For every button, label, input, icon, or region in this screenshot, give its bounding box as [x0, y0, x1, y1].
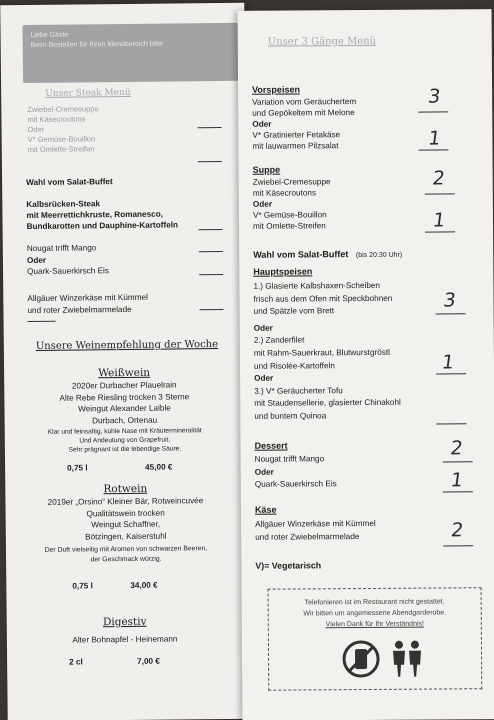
notice-box: [268, 587, 483, 690]
qty-dessert-1[interactable]: 2: [449, 437, 465, 460]
order-line[interactable]: [443, 491, 473, 492]
order-line[interactable]: [198, 127, 222, 128]
or-label: Oder: [254, 373, 274, 383]
cheese-line: und roter Zwiebelmarmelade: [255, 531, 360, 542]
order-line[interactable]: [436, 373, 466, 374]
qty-cheese[interactable]: 2: [449, 519, 465, 542]
digestif-section: [7, 613, 243, 647]
red-wine-desc-line: Der Duft vielseitig mit Aromen von schwarzen Beeren,: [44, 545, 208, 555]
notice-line: Wir bitten um angemessene Abendgarderobe.: [303, 609, 447, 618]
tab-line-1: Liebe Gäste: [30, 31, 69, 39]
red-wine-desc: [6, 544, 246, 567]
order-line[interactable]: [443, 545, 473, 546]
order-line[interactable]: [418, 111, 448, 112]
soup-list: [253, 176, 433, 232]
salad-buffet-row: [253, 244, 402, 263]
white-wine-price: 45,00 €: [145, 462, 173, 472]
or-label: Oder: [253, 323, 273, 333]
qty-main-1[interactable]: 3: [442, 289, 458, 312]
order-line[interactable]: [199, 251, 223, 252]
steak-menu-soup: [27, 103, 188, 155]
or-label: Oder: [252, 119, 272, 129]
white-wine-line: Durbach, Ortenau: [92, 415, 158, 426]
digestif-line: Alter Bohnapfel - Heinemann: [72, 634, 178, 645]
white-wine-line: Alte Rebe Riesling trocken 3 Sterne: [59, 391, 190, 403]
starter-line: mit lauwarmen Pilzsalat: [252, 141, 339, 151]
starter-line: V* Gratinierter Fetakäse: [252, 130, 341, 140]
dessert-line: Quark-Sauerkirsch Eis: [254, 479, 337, 489]
order-line[interactable]: [199, 309, 223, 310]
white-wine-section: [4, 365, 245, 456]
white-wine-line: 2020er Durbacher Plauelrain: [71, 380, 177, 391]
main-line: und buntem Quinoa: [254, 411, 327, 421]
dessert-heading: Dessert: [254, 440, 288, 451]
white-wine-line: Weingut Alexander Laible: [78, 403, 171, 414]
qty-dessert-2[interactable]: 1: [449, 469, 465, 492]
main-line: mit Meerrettichkruste, Romanesco,: [26, 209, 164, 221]
mains-list: [253, 279, 454, 423]
order-line[interactable]: [199, 274, 223, 275]
order-line[interactable]: [198, 161, 222, 162]
steak-cheese: [27, 291, 207, 316]
dessert-line: Nougat trifft Mango: [254, 454, 325, 464]
red-wine-line: Bötzingen, Kaiserstuhl: [85, 531, 167, 542]
main-line: und Spätzle vom Brett: [253, 306, 335, 316]
salad-buffet-label: Wahl vom Salat-Buffet: [253, 249, 349, 260]
cheese-list: [255, 517, 445, 543]
steak-dessert: [27, 241, 197, 278]
white-wine-desc-line: Und Andeutung von Grapefruit.: [79, 436, 171, 445]
no-phone-icon: [341, 639, 381, 684]
dessert-line: Nougat trifft Mango: [26, 243, 97, 254]
starters-heading: Vorspeisen: [252, 84, 300, 95]
steak-menu-title: Unser Steak Menü: [45, 87, 131, 99]
dessert-or: Oder: [26, 255, 47, 265]
dress-code-icon: [389, 639, 425, 684]
main-line: mit Staudensellerie, glasierter Chinakohl: [254, 398, 401, 409]
soup-heading: Suppe: [252, 164, 281, 175]
main-line: 2.) Zanderfilet: [253, 335, 305, 346]
main-line: frisch aus dem Ofen mit Speckbohnen: [253, 293, 393, 304]
salad-buffet-note: (bis 20:30 Uhr): [355, 251, 403, 260]
main-line: 3.) V* Geräucherter Tofu: [254, 385, 343, 396]
cheese-line: Allgäuer Winzerkäse mit Kümmel: [27, 292, 148, 304]
salad-buffet: Wahl vom Salat-Buffet: [26, 177, 113, 188]
soup-line: mit Käsecroutons: [252, 188, 317, 198]
order-line[interactable]: [436, 423, 466, 424]
qty-soup-2[interactable]: 1: [431, 209, 447, 232]
starter-line: Variation vom Geräuchertem: [252, 97, 357, 107]
red-wine-line: 2019er „Orsino“ Kleiner Bär, Rotweincuvée: [47, 496, 204, 507]
order-line[interactable]: [436, 313, 466, 314]
main-line: und Risolée-Kartoffeln: [253, 360, 335, 371]
order-line[interactable]: [443, 461, 473, 462]
white-wine-desc-line: Sehr prägnant ist die lebendige Säure.: [68, 445, 182, 454]
main-line: mit Rahm-Sauerkraut, Blutwurstgröstl: [253, 347, 390, 358]
mains-heading: Hauptspeisen: [253, 266, 313, 277]
main-line: 1.) Glasierte Kalbshaxen-Scheiben: [253, 280, 381, 291]
cheese-line: Allgäuer Winzerkäse mit Kümmel: [255, 518, 376, 529]
order-line[interactable]: [425, 193, 455, 194]
or-label: Oder: [252, 199, 273, 209]
main-line: Bundkarotten und Dauphine-Kartoffeln: [26, 220, 179, 232]
starter-line: und Gepökeltem mit Melone: [252, 108, 355, 118]
steak-menu-item: mit Omlette-Streifen: [27, 144, 95, 155]
digestif-volume: 2 cl: [69, 657, 83, 667]
main-line: Kalbsrücken-Steak: [26, 199, 101, 210]
red-wine-volume: 0,75 l: [72, 581, 93, 591]
starters-list: [252, 96, 432, 152]
dessert-list: [255, 453, 435, 492]
cheese-heading: Käse: [254, 504, 277, 515]
qty-main-2[interactable]: 1: [440, 351, 456, 374]
left-menu-page: [0, 3, 251, 720]
notice-line: Vielen Dank für Ihr Verständnis!: [325, 620, 424, 629]
digestif-price: 7,00 €: [137, 656, 160, 666]
soup-line: mit Omlette-Streifen: [252, 221, 326, 231]
order-line[interactable]: [418, 149, 448, 150]
divider-line: [28, 321, 56, 322]
steak-menu-item: V* Gemüse-Bouillon: [27, 134, 96, 145]
steak-main-course: [26, 197, 226, 232]
order-line[interactable]: [425, 231, 455, 232]
qty-soup-1[interactable]: 2: [431, 167, 447, 190]
order-line[interactable]: [199, 229, 223, 230]
notice-line: Telefonieren ist im Restaurant nicht gestattet.: [304, 598, 445, 607]
wine-recommendation-title: Unsere Weinempfehlung der Woche: [35, 339, 219, 352]
tab-line-2: Beim Bestellen für Ihren Menübereich bitte: [30, 40, 164, 49]
qty-starter-1[interactable]: 3: [426, 85, 442, 108]
red-wine-heading: Rotwein: [103, 482, 148, 496]
white-wine-heading: Weißwein: [98, 366, 151, 380]
steak-menu-item: Oder: [27, 124, 45, 135]
vegetarian-legend: V)= Vegetarisch: [255, 560, 322, 571]
red-wine-line: Weingut Schaffner,: [91, 519, 161, 530]
white-wine-desc: [5, 426, 245, 456]
three-course-title: Unser 3 Gänge Menü: [267, 35, 377, 48]
qty-starter-2[interactable]: 1: [426, 127, 442, 150]
header-tab: [22, 23, 245, 83]
red-wine-section: [5, 481, 246, 567]
steak-menu-item: mit Käsecroutons: [27, 114, 86, 125]
white-wine-volume: 0,75 l: [67, 463, 88, 473]
steak-menu-item: Zwiebel-Cremesuppe: [27, 104, 99, 115]
dessert-line: Quark-Sauerkirsch Eis: [27, 266, 109, 277]
red-wine-line: Qualitätswein trocken: [86, 508, 165, 519]
digestif-heading: Digestiv: [102, 615, 147, 629]
red-wine-price: 34,00 €: [130, 580, 158, 590]
cheese-line: und roter Zwiebelmarmelade: [27, 304, 132, 315]
soup-line: V* Gemüse-Bouillon: [252, 210, 327, 220]
right-menu-page: [238, 9, 494, 720]
or-label: Oder: [254, 467, 274, 477]
red-wine-desc-line: der Geschmack würzig.: [90, 556, 162, 564]
soup-line: Zwiebel-Cremesuppe: [252, 177, 331, 187]
white-wine-desc-line: Klar und feinsaftig, kühle Nase mit Kräutermineralität: [47, 427, 202, 437]
